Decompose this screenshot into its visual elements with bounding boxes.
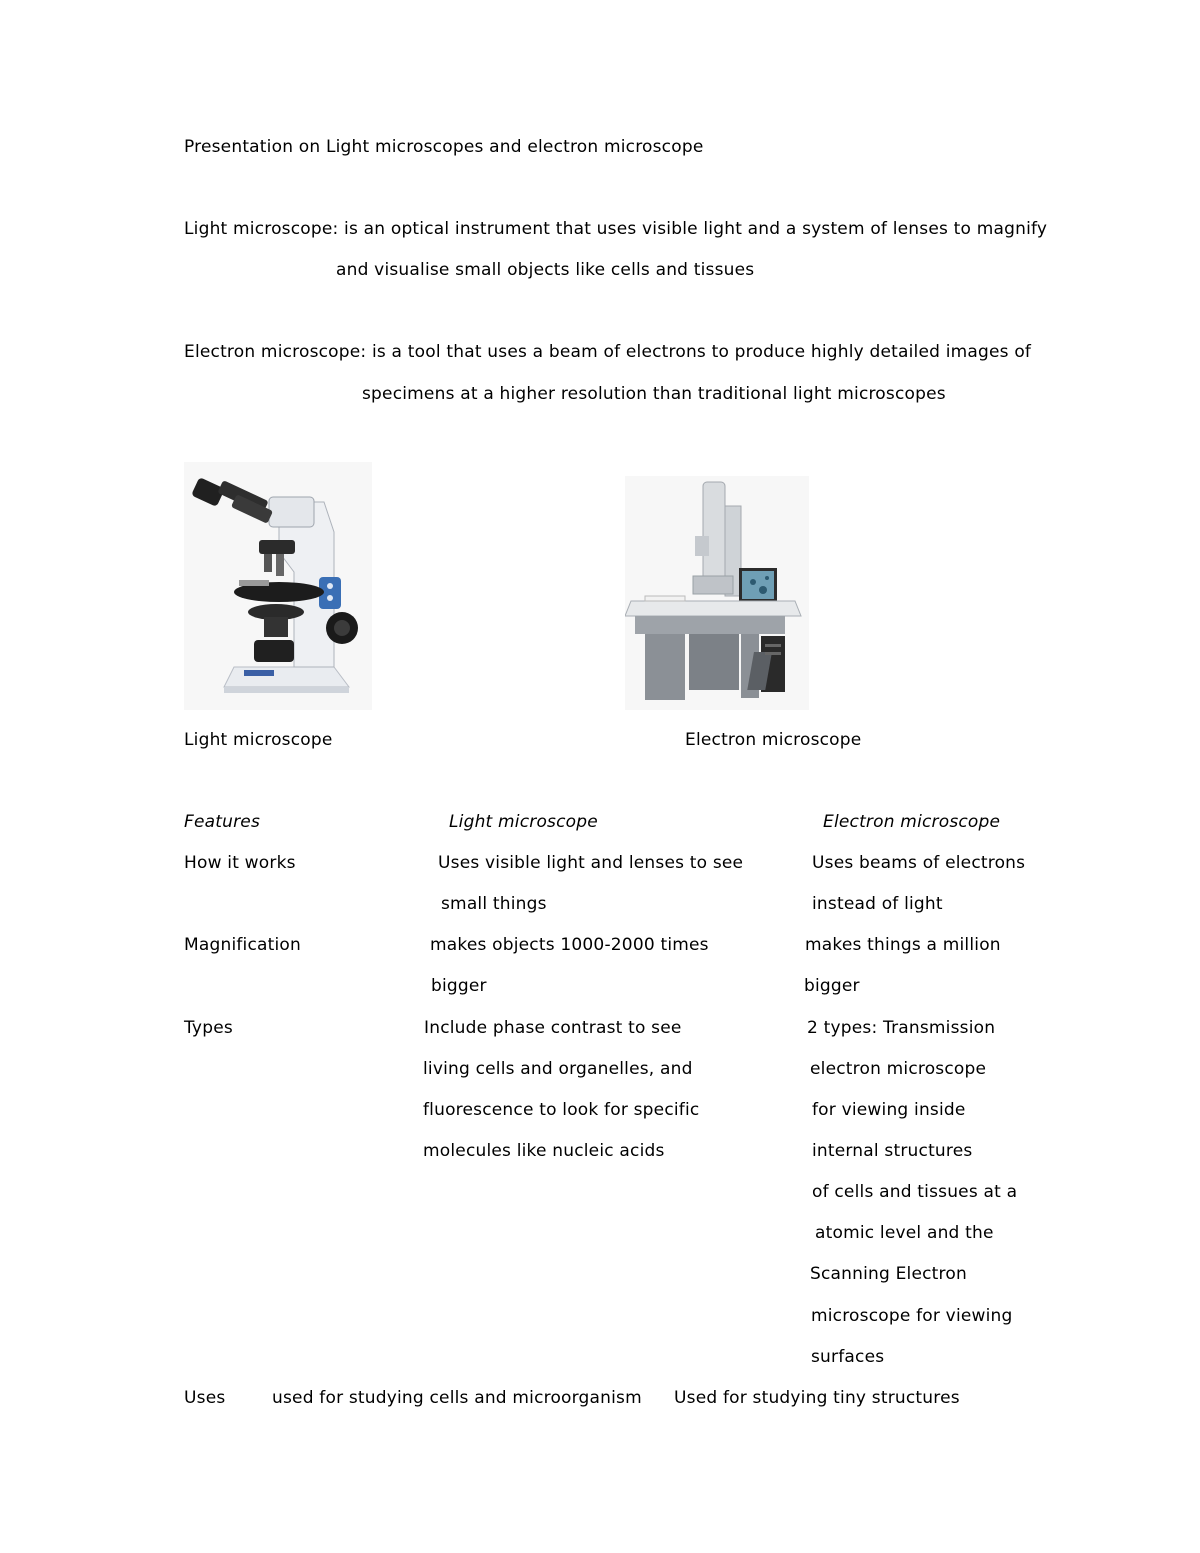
header-electron-microscope: Electron microscope xyxy=(823,812,1001,832)
types-electron-line3: for viewing inside xyxy=(812,1100,966,1120)
electron-microscope-caption: Electron microscope xyxy=(685,730,862,750)
how-it-works-light-line2: small things xyxy=(441,894,547,914)
how-it-works-light-line1: Uses visible light and lenses to see xyxy=(438,853,744,873)
row-label-how-it-works: How it works xyxy=(184,853,296,873)
types-electron-line7: Scanning Electron xyxy=(810,1264,967,1284)
magnification-electron-line2: bigger xyxy=(804,976,860,996)
types-electron-line8: microscope for viewing xyxy=(811,1306,1013,1326)
electron-microscope-image xyxy=(625,476,809,710)
page-title: Presentation on Light microscopes and electron microscope xyxy=(184,137,704,157)
electron-definition-line2: specimens at a higher resolution than traditional light microscopes xyxy=(362,384,946,404)
row-label-types: Types xyxy=(184,1018,233,1038)
types-light-line2: living cells and organelles, and xyxy=(423,1059,693,1079)
how-it-works-electron-line2: instead of light xyxy=(812,894,943,914)
types-electron-line6: atomic level and the xyxy=(815,1223,994,1243)
light-definition-line2: and visualise small objects like cells and tissues xyxy=(336,260,755,280)
how-it-works-electron-line1: Uses beams of electrons xyxy=(812,853,1026,873)
light-microscope-image xyxy=(184,462,372,710)
header-features: Features xyxy=(184,812,260,832)
uses-light: used for studying cells and microorganism xyxy=(272,1388,642,1408)
types-electron-line1: 2 types: Transmission xyxy=(807,1018,996,1038)
magnification-light-line2: bigger xyxy=(431,976,487,996)
types-electron-line4: internal structures xyxy=(812,1141,973,1161)
header-light-microscope: Light microscope xyxy=(449,812,598,832)
magnification-electron-line1: makes things a million xyxy=(805,935,1001,955)
light-definition-line1: Light microscope: is an optical instrument that uses visible light and a system of lenses to magnify xyxy=(184,219,1048,239)
uses-electron: Used for studying tiny structures xyxy=(674,1388,960,1408)
electron-definition-line1: Electron microscope: is a tool that uses a beam of electrons to produce highly detailed images of xyxy=(184,342,1032,362)
light-microscope-caption: Light microscope xyxy=(184,730,333,750)
types-light-line4: molecules like nucleic acids xyxy=(423,1141,665,1161)
types-electron-line5: of cells and tissues at a xyxy=(812,1182,1018,1202)
row-label-uses: Uses xyxy=(184,1388,226,1408)
magnification-light-line1: makes objects 1000-2000 times xyxy=(430,935,709,955)
types-electron-line9: surfaces xyxy=(811,1347,885,1367)
types-light-line3: fluorescence to look for specific xyxy=(423,1100,700,1120)
row-label-magnification: Magnification xyxy=(184,935,302,955)
types-electron-line2: electron microscope xyxy=(810,1059,987,1079)
types-light-line1: Include phase contrast to see xyxy=(424,1018,682,1038)
